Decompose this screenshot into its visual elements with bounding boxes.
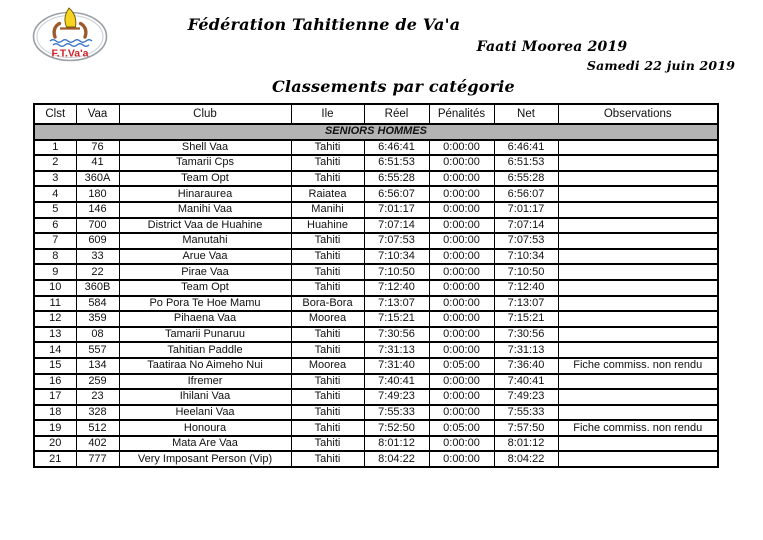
- table-cell: 7: [34, 233, 76, 249]
- table-row: [34, 389, 718, 405]
- table-cell: Tahiti: [291, 264, 364, 280]
- table-cell: 0:00:00: [429, 374, 494, 390]
- table-cell: 6:46:41: [364, 140, 429, 156]
- column-header: Club: [119, 104, 291, 124]
- table-row: [34, 358, 718, 374]
- table-cell: Moorea: [291, 311, 364, 327]
- table-cell: 7:07:14: [494, 218, 558, 234]
- table-cell: 0:00:00: [429, 280, 494, 296]
- table-cell: 0:00:00: [429, 436, 494, 452]
- table-cell: Tahiti: [291, 436, 364, 452]
- table-cell: Hinaraurea: [119, 186, 291, 202]
- table-cell: 180: [76, 186, 119, 202]
- table-cell: 7:49:23: [364, 389, 429, 405]
- table-cell: Honoura: [119, 420, 291, 436]
- table-cell: 584: [76, 296, 119, 312]
- table-cell: 7:36:40: [494, 358, 558, 374]
- table-cell: Tahiti: [291, 280, 364, 296]
- table-cell: 7:30:56: [364, 327, 429, 343]
- table-cell: 6: [34, 218, 76, 234]
- table-cell: Heelani Vaa: [119, 405, 291, 421]
- table-cell: 6:51:53: [494, 155, 558, 171]
- event-date: Samedi 22 juin 2019: [586, 58, 736, 73]
- table-cell: 7:15:21: [364, 311, 429, 327]
- table-cell: [558, 280, 718, 296]
- table-cell: Tahiti: [291, 451, 364, 467]
- table-cell: Ihilani Vaa: [119, 389, 291, 405]
- table-cell: 7:10:34: [364, 249, 429, 265]
- table-row: [34, 405, 718, 421]
- table-cell: 8: [34, 249, 76, 265]
- table-cell: Bora-Bora: [291, 296, 364, 312]
- federation-title: Fédération Tahitienne de Va'a: [187, 15, 461, 34]
- table-cell: 0:00:00: [429, 264, 494, 280]
- column-header: Vaa: [76, 104, 119, 124]
- table-cell: Manihi Vaa: [119, 202, 291, 218]
- table-cell: Pirae Vaa: [119, 264, 291, 280]
- table-row: [34, 451, 718, 467]
- table-cell: 21: [34, 451, 76, 467]
- table-cell: 15: [34, 358, 76, 374]
- table-cell: 6:56:07: [494, 186, 558, 202]
- table-cell: 8:04:22: [494, 451, 558, 467]
- table-cell: [558, 202, 718, 218]
- table-cell: 5: [34, 202, 76, 218]
- table-cell: 7:15:21: [494, 311, 558, 327]
- table-cell: 146: [76, 202, 119, 218]
- table-cell: 7:10:50: [494, 264, 558, 280]
- table-row: [34, 327, 718, 343]
- table-cell: 7:07:53: [364, 233, 429, 249]
- table-cell: 360B: [76, 280, 119, 296]
- table-cell: 14: [34, 342, 76, 358]
- table-cell: 7:01:17: [494, 202, 558, 218]
- table-cell: 259: [76, 374, 119, 390]
- table-cell: [558, 389, 718, 405]
- column-header: Réel: [364, 104, 429, 124]
- table-cell: Tahiti: [291, 140, 364, 156]
- table-cell: Tamarii Punaruu: [119, 327, 291, 343]
- table-cell: 12: [34, 311, 76, 327]
- table-row: [34, 374, 718, 390]
- table-cell: Tahiti: [291, 342, 364, 358]
- column-header: Clst: [34, 104, 76, 124]
- table-cell: 7:13:07: [494, 296, 558, 312]
- table-cell: [558, 296, 718, 312]
- table-cell: 7:57:50: [494, 420, 558, 436]
- table-cell: 0:00:00: [429, 171, 494, 187]
- table-cell: [558, 171, 718, 187]
- table-cell: 7:52:50: [364, 420, 429, 436]
- federation-logo: [30, 3, 110, 63]
- section-header: SENIORS HOMMES: [34, 124, 718, 140]
- table-cell: 7:40:41: [364, 374, 429, 390]
- table-cell: 23: [76, 389, 119, 405]
- table-cell: 17: [34, 389, 76, 405]
- table-cell: Tamarii Cps: [119, 155, 291, 171]
- table-cell: Manihi: [291, 202, 364, 218]
- column-header: Net: [494, 104, 558, 124]
- table-cell: 6:56:07: [364, 186, 429, 202]
- table-cell: 7:31:13: [364, 342, 429, 358]
- table-cell: [558, 155, 718, 171]
- table-cell: 7:10:34: [494, 249, 558, 265]
- table-cell: 0:00:00: [429, 311, 494, 327]
- table-cell: Raiatea: [291, 186, 364, 202]
- table-cell: 402: [76, 436, 119, 452]
- table-cell: Team Opt: [119, 280, 291, 296]
- table-cell: [558, 311, 718, 327]
- table-cell: 7:01:17: [364, 202, 429, 218]
- table-cell: 22: [76, 264, 119, 280]
- table-row: [34, 436, 718, 452]
- page-title: Classements par catégorie: [272, 77, 515, 96]
- column-header: Pénalités: [429, 104, 494, 124]
- table-row: [34, 264, 718, 280]
- table-cell: [558, 405, 718, 421]
- table-cell: 0:00:00: [429, 202, 494, 218]
- table-row: [34, 186, 718, 202]
- table-cell: 7:07:53: [494, 233, 558, 249]
- table-cell: 8:01:12: [494, 436, 558, 452]
- table-cell: 512: [76, 420, 119, 436]
- table-cell: 7:55:33: [364, 405, 429, 421]
- table-cell: 0:05:00: [429, 358, 494, 374]
- table-cell: 0:00:00: [429, 296, 494, 312]
- table-cell: [558, 140, 718, 156]
- table-row: [34, 218, 718, 234]
- results-tbody: [34, 124, 718, 467]
- table-cell: 1: [34, 140, 76, 156]
- table-cell: 7:12:40: [494, 280, 558, 296]
- table-cell: 6:55:28: [364, 171, 429, 187]
- table-cell: Team Opt: [119, 171, 291, 187]
- table-cell: [558, 249, 718, 265]
- table-cell: 7:31:13: [494, 342, 558, 358]
- table-cell: 7:49:23: [494, 389, 558, 405]
- table-cell: 7:07:14: [364, 218, 429, 234]
- table-cell: 0:00:00: [429, 342, 494, 358]
- table-cell: 328: [76, 405, 119, 421]
- table-cell: 2: [34, 155, 76, 171]
- table-cell: 13: [34, 327, 76, 343]
- table-cell: 777: [76, 451, 119, 467]
- table-cell: 700: [76, 218, 119, 234]
- sail-icon: [65, 8, 76, 27]
- table-cell: 10: [34, 280, 76, 296]
- table-cell: Tahiti: [291, 249, 364, 265]
- table-cell: District Vaa de Huahine: [119, 218, 291, 234]
- table-cell: 11: [34, 296, 76, 312]
- table-cell: Tahiti: [291, 327, 364, 343]
- table-cell: 360A: [76, 171, 119, 187]
- table-cell: 0:00:00: [429, 389, 494, 405]
- column-header: Ile: [291, 104, 364, 124]
- table-cell: 0:00:00: [429, 186, 494, 202]
- table-cell: Tahiti: [291, 155, 364, 171]
- table-cell: 0:00:00: [429, 327, 494, 343]
- table-cell: [558, 233, 718, 249]
- table-cell: Huahine: [291, 218, 364, 234]
- table-cell: Moorea: [291, 358, 364, 374]
- table-cell: 609: [76, 233, 119, 249]
- table-cell: 0:05:00: [429, 420, 494, 436]
- table-cell: 6:55:28: [494, 171, 558, 187]
- table-cell: 0:00:00: [429, 451, 494, 467]
- table-cell: Fiche commiss. non rendu: [558, 358, 718, 374]
- table-cell: Manutahi: [119, 233, 291, 249]
- table-cell: 6:46:41: [494, 140, 558, 156]
- table-row: [34, 155, 718, 171]
- table-cell: 7:12:40: [364, 280, 429, 296]
- table-cell: Tahiti: [291, 233, 364, 249]
- table-cell: 33: [76, 249, 119, 265]
- table-cell: 0:00:00: [429, 405, 494, 421]
- event-title: Faati Moorea 2019: [476, 39, 628, 55]
- table-cell: 9: [34, 264, 76, 280]
- table-cell: 7:30:56: [494, 327, 558, 343]
- table-cell: Tahiti: [291, 374, 364, 390]
- table-cell: 557: [76, 342, 119, 358]
- table-cell: 8:04:22: [364, 451, 429, 467]
- table-cell: Tahiti: [291, 389, 364, 405]
- table-row: [34, 140, 718, 156]
- table-cell: Tahiti: [291, 171, 364, 187]
- table-cell: Mata Are Vaa: [119, 436, 291, 452]
- table-cell: [558, 374, 718, 390]
- table-cell: Pihaena Vaa: [119, 311, 291, 327]
- table-cell: Tahiti: [291, 420, 364, 436]
- table-cell: Arue Vaa: [119, 249, 291, 265]
- table-cell: 7:55:33: [494, 405, 558, 421]
- table-cell: Taatiraa No Aimeho Nui: [119, 358, 291, 374]
- table-cell: [558, 264, 718, 280]
- table-cell: [558, 451, 718, 467]
- table-row: [34, 233, 718, 249]
- table-row: [34, 249, 718, 265]
- table-cell: [558, 218, 718, 234]
- table-row: [34, 202, 718, 218]
- table-cell: 76: [76, 140, 119, 156]
- header-row: [34, 104, 718, 124]
- table-cell: Shell Vaa: [119, 140, 291, 156]
- table-row: [34, 171, 718, 187]
- table-row: [34, 296, 718, 312]
- table-cell: [558, 436, 718, 452]
- table-row: [34, 342, 718, 358]
- table-cell: 3: [34, 171, 76, 187]
- table-cell: 8:01:12: [364, 436, 429, 452]
- table-cell: 4: [34, 186, 76, 202]
- table-cell: 0:00:00: [429, 218, 494, 234]
- table-cell: 0:00:00: [429, 249, 494, 265]
- table-cell: 7:40:41: [494, 374, 558, 390]
- table-cell: 7:10:50: [364, 264, 429, 280]
- logo-text: F.T.Va'a: [51, 47, 89, 60]
- table-cell: Po Pora Te Hoe Mamu: [119, 296, 291, 312]
- table-cell: 0:00:00: [429, 233, 494, 249]
- table-cell: 18: [34, 405, 76, 421]
- table-row: [34, 311, 718, 327]
- table-cell: [558, 342, 718, 358]
- table-cell: 41: [76, 155, 119, 171]
- table-cell: Very Imposant Person (Vip): [119, 451, 291, 467]
- table-cell: Ifremer: [119, 374, 291, 390]
- table-cell: 6:51:53: [364, 155, 429, 171]
- table-row: [34, 280, 718, 296]
- column-header: Observations: [558, 104, 718, 124]
- table-cell: 359: [76, 311, 119, 327]
- table-cell: 08: [76, 327, 119, 343]
- section-row: [34, 124, 718, 140]
- table-cell: 16: [34, 374, 76, 390]
- table-cell: Fiche commiss. non rendu: [558, 420, 718, 436]
- results-table: [33, 103, 719, 468]
- table-cell: 7:31:40: [364, 358, 429, 374]
- table-cell: [558, 186, 718, 202]
- table-cell: Tahiti: [291, 405, 364, 421]
- table-cell: Tahitian Paddle: [119, 342, 291, 358]
- table-cell: [558, 327, 718, 343]
- table-cell: 7:13:07: [364, 296, 429, 312]
- table-cell: 134: [76, 358, 119, 374]
- table-cell: 0:00:00: [429, 155, 494, 171]
- table-row: [34, 420, 718, 436]
- table-cell: 0:00:00: [429, 140, 494, 156]
- table-cell: 19: [34, 420, 76, 436]
- table-cell: 20: [34, 436, 76, 452]
